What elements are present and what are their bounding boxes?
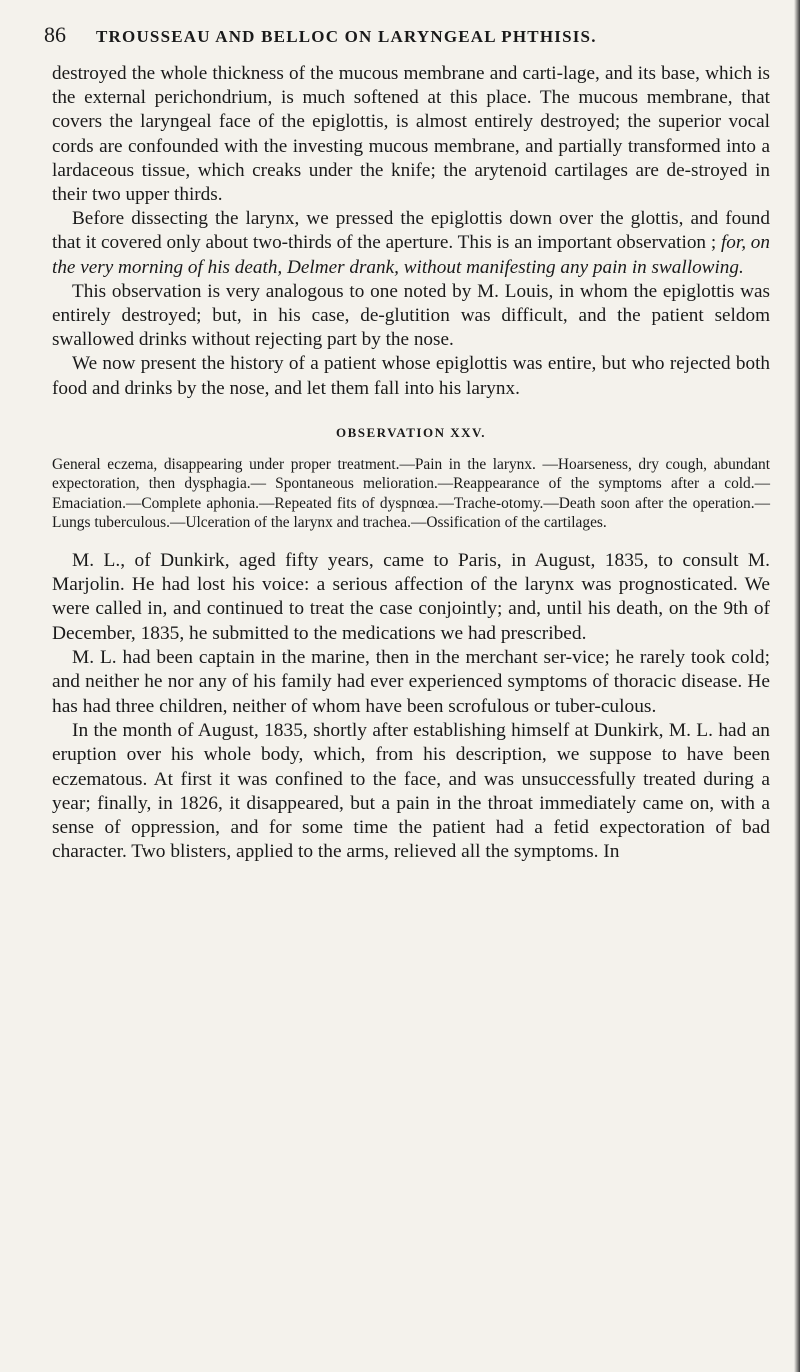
paragraph-text: Before dissecting the larynx, we pressed the epiglottis down over the glottis, and found that it covered only about two-thirds of the aperture. This is an important observation ; (52, 208, 770, 254)
paragraph: destroyed the whole thickness of the mucous membrane and carti-lage, and its base, which is the external perichondrium, is much softened at this place. The mucous membrane, that covers the laryngeal face of the epiglottis, is almost entirely destroyed; the superior vocal cords are confounded with the investing mucous membrane, and partially transformed into a lardaceous tissue, which creaks under the knife; the arytenoid cartilages are de-stroyed in their two upper thirds. (52, 63, 770, 206)
page-header (44, 22, 770, 62)
paragraph (52, 207, 770, 280)
paragraph: This observation is very analogous to one noted by M. Louis, in whom the epiglottis was entirely destroyed; but, in his case, de-glutition was difficult, and the patient seldom swallowed drinks without rejecting part by the nose. (52, 280, 770, 351)
paragraph: M. L. had been captain in the marine, then in the merchant ser-vice; he rarely took cold; and neither he nor any of his family had ever experienced symptoms of thoracic disease. He has had three children, neither of whom have been scrofulous or tuber-culous. (52, 647, 770, 717)
paragraph-italic-text: for, on the very morning of his death, Delmer drank, without manifesting any pain in swallowing. (52, 232, 770, 278)
case-text (52, 549, 770, 865)
main-text (52, 62, 770, 401)
running-head: TROUSSEAU AND BELLOC ON LARYNGEAL PHTHISIS. (96, 27, 597, 46)
paragraph: We now present the history of a patient whose epiglottis was entire, but who rejected both food and drinks by the nose, and let them fall into his larynx. (52, 353, 770, 399)
page-number: 86 (44, 22, 66, 47)
paragraph: M. L., of Dunkirk, aged fifty years, came to Paris, in August, 1835, to consult M. Marjolin. He had lost his voice: a serious affection of the larynx was prognosticated. We were called in, and continued to treat the case conjointly; and, until his death, on the 9th of December, 1835, he submitted to the medications we had prescribed. (52, 549, 770, 644)
paragraph: In the month of August, 1835, shortly after establishing himself at Dunkirk, M. L. had an eruption over his whole body, which, from his description, we suppose to have been eczematous. At first it was confined to the face, and was unsuccessfully treated during a year; finally, in 1826, it disappeared, but a pain in the throat immediately came on, with a sense of oppression, and for some time the patient had a fetid expectoration of bad character. Two blisters, applied to the arms, relieved all the symptoms. In (52, 719, 770, 863)
book-page (44, 22, 770, 865)
observation-summary: General eczema, disappearing under proper treatment.—Pain in the larynx. —Hoarseness, dry cough, abundant expectoration, then dysphagia.— Spontaneous melioration.—Reappearance of the symptoms after a cold.— Emaciation.—Complete aphonia.—Repeated fits of dyspnœa.—Trache-otomy.—Death soon after the operation.—Lungs tuberculous.—Ulceration of the larynx and trachea.—Ossification of the cartilages. (52, 455, 770, 532)
observation-title: OBSERVATION XXV. (336, 424, 486, 440)
page-edge-shadow (794, 0, 800, 1372)
